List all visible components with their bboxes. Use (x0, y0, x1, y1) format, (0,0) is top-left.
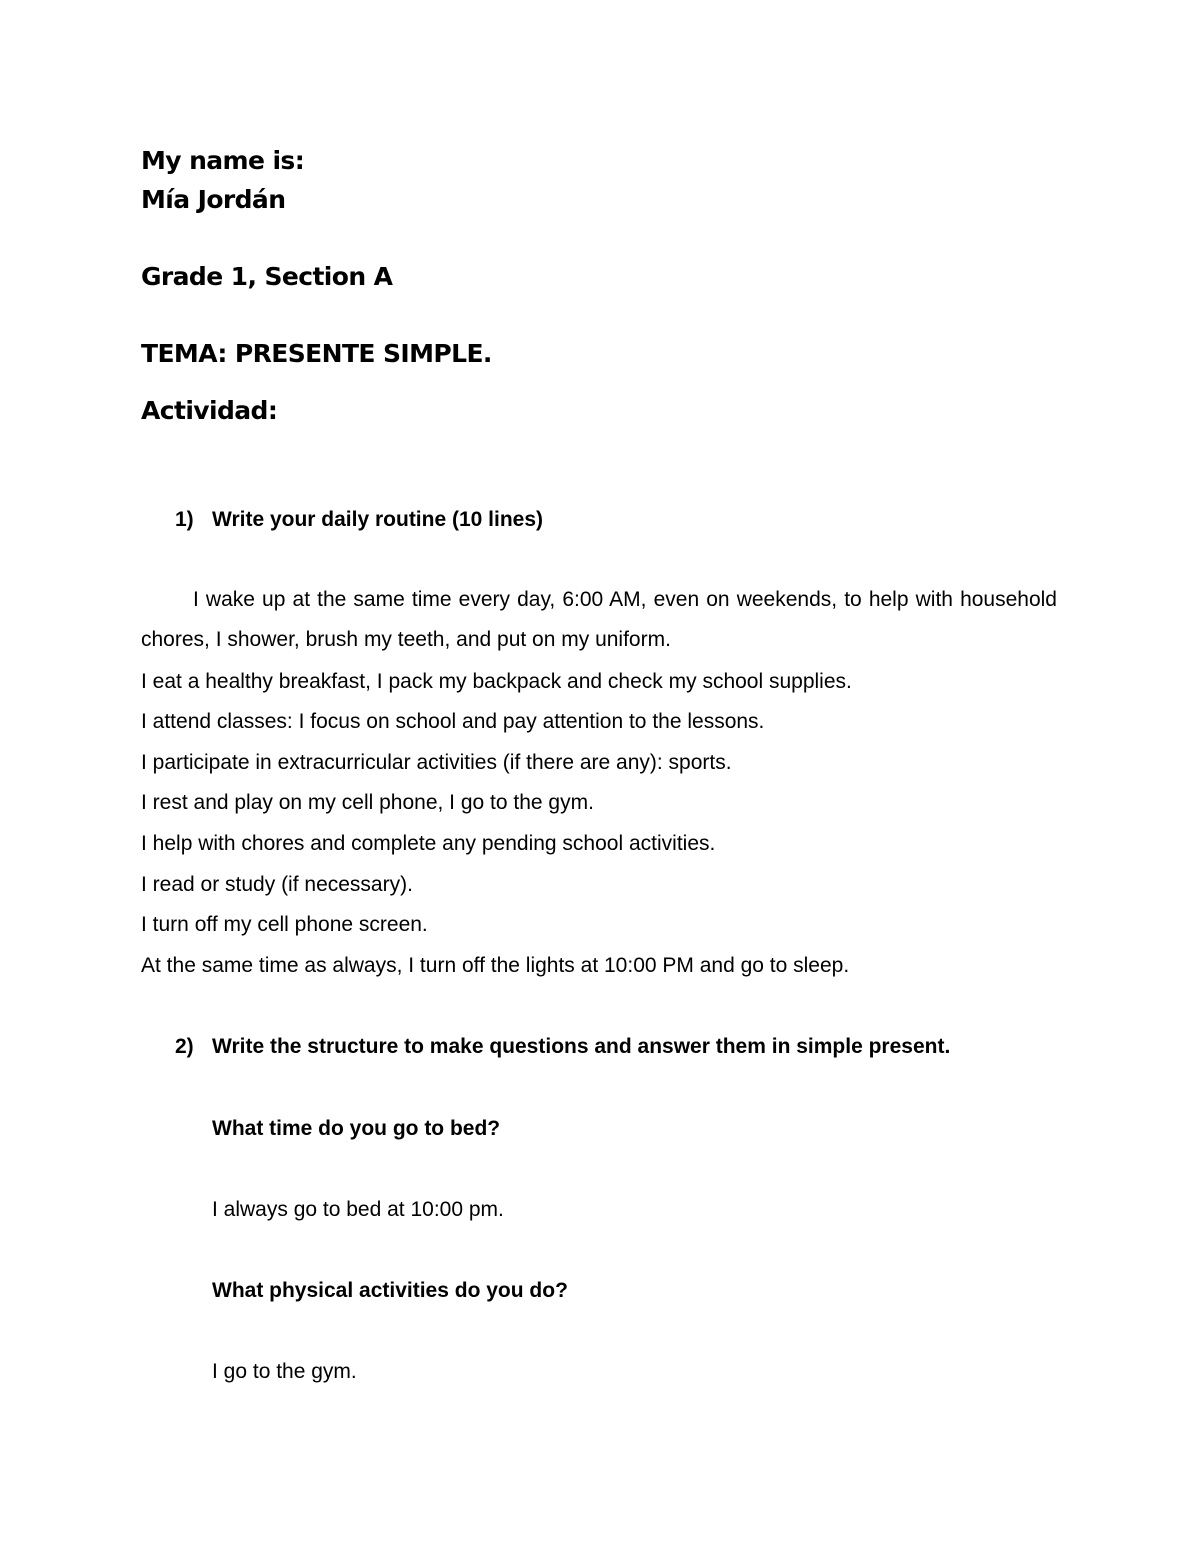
routine-line: I read or study (if necessary). (141, 873, 413, 896)
answer-2: I go to the gym. (212, 1360, 357, 1383)
task-1-title: Write your daily routine (10 lines) (212, 508, 544, 531)
question-2: What physical activities do you do? (212, 1279, 568, 1302)
grade-section: Grade 1, Section A (141, 262, 393, 291)
topic-heading: TEMA: PRESENTE SIMPLE. (141, 339, 492, 368)
answer-1: I always go to bed at 10:00 pm. (212, 1198, 504, 1221)
question-1: What time do you go to bed? (212, 1117, 501, 1140)
routine-line: I rest and play on my cell phone, I go to the gym. (141, 791, 594, 814)
routine-line: At the same time as always, I turn off the lights at 10:00 PM and go to sleep. (141, 954, 850, 977)
student-name: Mía Jordán (141, 185, 286, 214)
routine-line: I attend classes: I focus on school and pay attention to the lessons. (141, 710, 765, 733)
routine-first-paragraph: I wake up at the same time every day, 6:00 AM, even on weekends, to help with household chores, I shower, brush my teeth, and put on my uniform. (141, 588, 1057, 651)
routine-line: I eat a healthy breakfast, I pack my backpack and check my school supplies. (141, 670, 852, 693)
activity-label: Actividad: (141, 396, 278, 425)
routine-line: I help with chores and complete any pending school activities. (141, 832, 716, 855)
task-2-title: Write the structure to make questions and answer them in simple present. (212, 1035, 951, 1058)
task-1-number: 1) (175, 508, 194, 531)
routine-line: I participate in extracurricular activities (if there are any): sports. (141, 751, 732, 774)
task-2-number: 2) (175, 1035, 194, 1058)
name-label: My name is: (141, 146, 305, 175)
routine-line: I turn off my cell phone screen. (141, 913, 428, 936)
